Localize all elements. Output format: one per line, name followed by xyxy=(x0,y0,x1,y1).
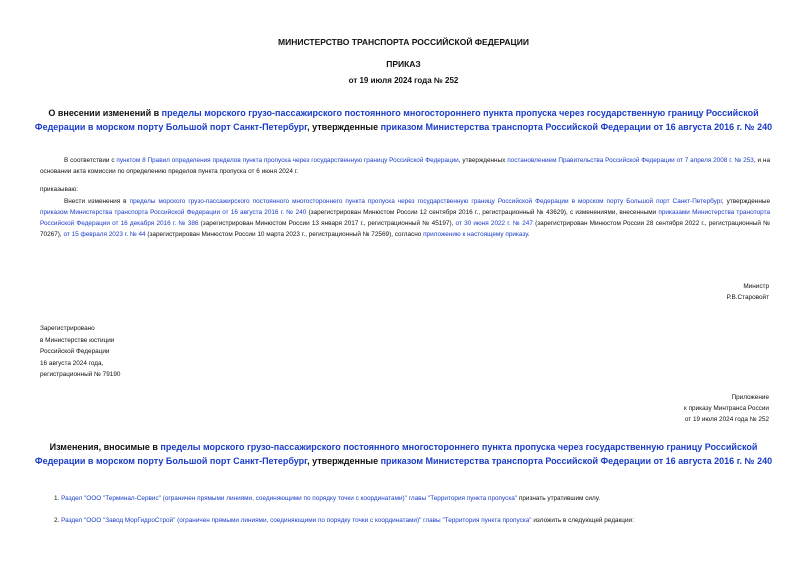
item-number: 1. xyxy=(54,495,62,502)
signature-block xyxy=(569,281,769,303)
item-number: 2. xyxy=(54,517,62,524)
order-link-appendix[interactable]: приложению к настоящему приказу xyxy=(423,231,528,238)
preamble-link-resolution[interactable]: постановлением Правительства Российской Федерации от 7 апреля 2008 г. № 253 xyxy=(507,157,754,164)
registration-line: Российской Федерации xyxy=(40,348,110,355)
changes-title-prefix: Изменения, вносимые в xyxy=(49,442,161,452)
preamble-link-rules[interactable]: пунктом 8 Правил определения пределов пункта пропуска через государственную границу Российской Федерации xyxy=(116,157,459,164)
order-paragraph xyxy=(40,196,770,240)
title-link-limits[interactable]: пределы морского грузо-пассажирского постоянного многостороннего пункта пропуска через государственную границу Российской Федерации в морском порту Большой порт Санкт-Петербург xyxy=(34,108,759,132)
appendix-ref: к приказу Минтранса России xyxy=(684,405,769,412)
registration-line: Зарегистрировано xyxy=(40,325,95,332)
registration-line: регистрационный № 79190 xyxy=(40,371,121,378)
document-title xyxy=(30,106,777,134)
preamble-text-3: , и на основании акта комиссии по определению пределов пункта пропуска от 6 июня 2024 г. xyxy=(40,157,771,175)
order-link-order-44[interactable]: от 15 февраля 2023 г. № 44 xyxy=(63,231,146,238)
registration-line: 16 августа 2024 года, xyxy=(40,359,104,367)
order-text-7: . xyxy=(527,231,530,238)
changes-title-mid: , утвержденные xyxy=(307,456,381,466)
order-text-4: (зарегистрирован Минюстом России 13 января 2017 г., регистрационный № 45197), xyxy=(198,220,456,227)
document-type: ПРИКАЗ xyxy=(386,59,421,69)
order-text-3: (зарегистрирован Минюстом России 12 сентября 2016 г., регистрационный № 43629), с изменениями, внесенными xyxy=(306,209,659,216)
registration-block xyxy=(40,323,120,381)
order-link-limits[interactable]: пределы морского грузо-пассажирского постоянного многостороннего пункта пропуска через государственную границу Российской Федерации в морском порту Большой порт Санкт-Петербург xyxy=(129,198,722,205)
registration-line: в Министерстве юстиции xyxy=(40,336,115,344)
ordered-label: приказываю: xyxy=(40,186,78,193)
changes-title xyxy=(30,440,777,468)
list-item xyxy=(54,493,774,504)
changes-title-link-limits[interactable]: пределы морского грузо-пассажирского постоянного многостороннего пункта пропуска через государственную границу Российской Федерации в морском порту Большой порт Санкт-Петербург xyxy=(34,442,758,466)
order-link-order-240[interactable]: приказом Министерства транспорта Российской Федерации от 16 августа 2016 г. № 240 xyxy=(40,209,307,216)
appendix-label: Приложение xyxy=(731,394,769,401)
document-date-number: от 19 июля 2024 года № 252 xyxy=(348,76,459,85)
item-link-section[interactable]: Раздел "ООО "Завод МорГидроСтрой" (ограничен прямыми линиями, соединяющими по порядку точки с координатами)" главы "Территория пункта пропуска" xyxy=(61,517,532,524)
preamble-paragraph xyxy=(40,155,770,177)
order-text-1: Внести изменения в xyxy=(64,198,130,205)
item-text: признать утратившим силу. xyxy=(517,495,601,502)
order-link-order-247[interactable]: от 30 июня 2022 г. № 247 xyxy=(455,220,533,227)
title-link-order[interactable]: приказом Министерства транспорта Российской Федерации от 16 августа 2016 г. № 240 xyxy=(380,122,773,132)
order-text-6: (зарегистрирован Минюстом России 10 марта 2023 г., регистрационный № 72569), согласно xyxy=(145,231,424,238)
item-link-section[interactable]: Раздел "ООО "Терминал-Сервис" (ограничен прямыми линиями, соединяющими по порядку точки с координатами)" главы "Территория пункта пропуска" xyxy=(61,495,518,502)
appendix-header xyxy=(684,392,769,425)
order-text-5: (зарегистрирован Минюстом России 28 сентября 2022 г., регистрационный № 70267), xyxy=(40,220,770,238)
order-link-order-386[interactable]: приказами Министерства транспорта Российской Федерации от 16 декабря 2016 г. № 386 xyxy=(40,209,771,227)
title-mid: , утвержденные xyxy=(307,122,381,132)
order-text-2: , утвержденные xyxy=(721,198,770,205)
signature-name: Р.В.Старовойт xyxy=(726,294,769,301)
preamble-text-1: В соответствии с xyxy=(64,157,117,164)
appendix-date: от 19 июля 2024 года № 252 xyxy=(684,416,769,423)
preamble-text-2: , утвержденных xyxy=(458,157,508,164)
title-prefix: О внесении изменений в xyxy=(48,108,162,118)
list-item xyxy=(54,515,774,526)
changes-title-link-order[interactable]: приказом Министерства транспорта Российской Федерации от 16 августа 2016 г. № 240 xyxy=(380,456,773,466)
signature-position: Министр xyxy=(743,283,769,290)
ministry-name: МИНИСТЕРСТВО ТРАНСПОРТА РОССИЙСКОЙ ФЕДЕРАЦИИ xyxy=(278,37,529,47)
item-text: изложить в следующей редакции: xyxy=(531,517,634,524)
